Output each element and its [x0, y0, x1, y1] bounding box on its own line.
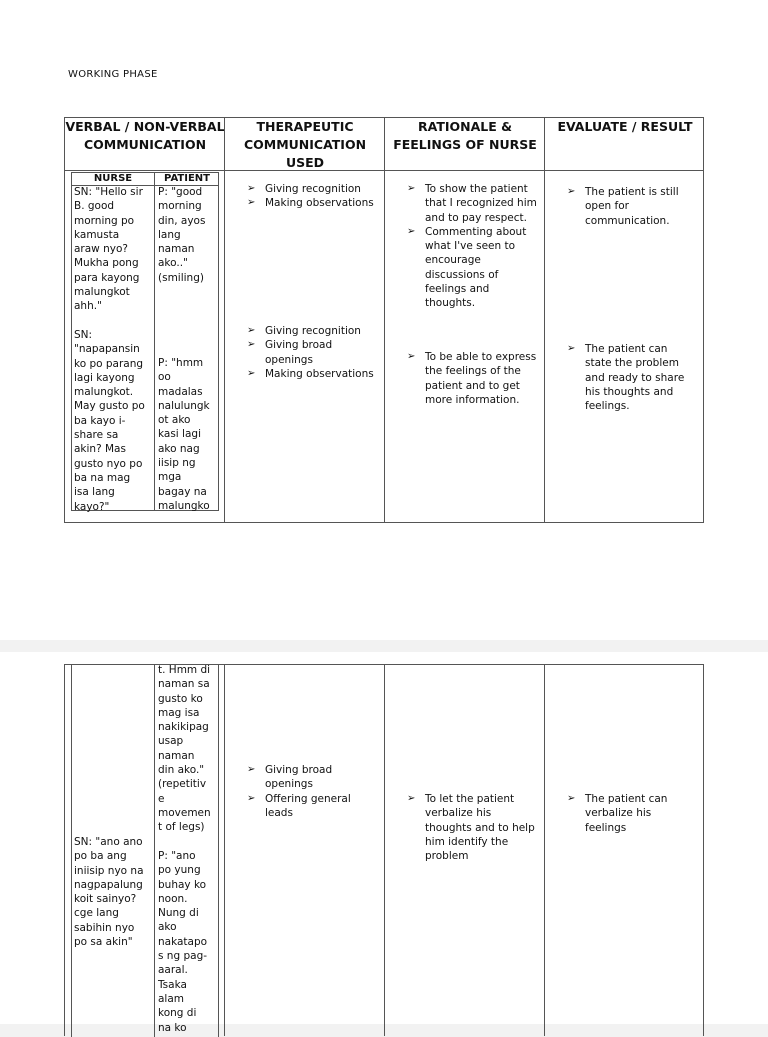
- communication-table-continued: [64, 664, 704, 1036]
- column-divider: [384, 665, 385, 1036]
- header-evaluate: EVALUATE / RESULT: [557, 119, 693, 134]
- communication-table: [64, 117, 704, 523]
- column-divider: [224, 118, 225, 522]
- bullet-item: ➢ Making observations: [247, 196, 382, 210]
- dialogue-divider: [154, 173, 155, 510]
- rationale-list-1: [407, 182, 537, 311]
- nurse-statement-1: SN: "Hello sir B. good morning po kamusta araw nyo? Mukha pong para kayong malungkot ahh.": [74, 186, 143, 313]
- header-technique: THERAPEUTIC COMMUNICATION USED: [243, 119, 367, 170]
- subheader-nurse: NURSE: [93, 173, 133, 184]
- subheader-patient: PATIENT: [164, 173, 210, 184]
- bullet-item: ➢ Giving recognition: [247, 182, 382, 196]
- nurse-statement-3: SN: "ano ano po ba ang iniisip nyo na nagpapalung koit sainyo? cge lang sabihin nyo po sa akin": [74, 836, 144, 949]
- patient-response-3: P: "ano po yung buhay ko noon. Nung di ako nakatapo s ng pag- aaral. Tsaka alam kong di na ko: [158, 850, 208, 1034]
- column-divider: [544, 665, 545, 1036]
- bullet-item: ➢ The patient is still open for communication.: [567, 185, 692, 228]
- header-rationale: RATIONALE & FEELINGS OF NURSE: [393, 119, 537, 152]
- evaluation-list-3: [567, 792, 695, 835]
- nurse-statement-2: SN: "napapansin ko po parang lagi kayong malungkot. May gusto po ba kayo i- share sa akin? Mas gusto nyo po ba na mag isa lang kayo?": [74, 329, 145, 513]
- patient-response-1: P: "good morning din, ayos lang naman ako.." (smiling): [158, 186, 206, 284]
- dialogue-table: [71, 172, 219, 511]
- bullet-item: ➢ The patient can verbalize his feelings: [567, 792, 695, 835]
- bullet-item: ➢ Giving broad openings: [247, 763, 382, 792]
- column-divider: [544, 118, 545, 522]
- evaluation-list-1: [567, 185, 692, 228]
- column-divider: [384, 118, 385, 522]
- bullet-item: ➢ To let the patient verbalize his thoughts and to help him identify the problem: [407, 792, 537, 863]
- bullet-item: ➢ Commenting about what I've seen to encourage discussions of feelings and thoughts.: [407, 225, 537, 311]
- dialogue-table-continued: [71, 665, 219, 1037]
- bullet-item: ➢ Offering general leads: [247, 792, 382, 821]
- rationale-list-2: [407, 350, 537, 407]
- technique-list-3: [247, 763, 382, 820]
- technique-list-1: [247, 182, 382, 211]
- patient-response-2-continued: t. Hmm di naman sa gusto ko mag isa nakikipag usap naman din ako." (repetitiv e movemen t of legs): [158, 664, 211, 834]
- section-title: WORKING PHASE: [68, 69, 158, 80]
- page-2: [0, 652, 768, 1034]
- header-verbal: VERBAL / NON-VERBAL COMMUNICATION: [65, 119, 225, 152]
- bullet-item: ➢ To show the patient that I recognized him and to pay respect.: [407, 182, 537, 225]
- technique-list-2: [247, 324, 382, 381]
- bullet-item: ➢ Making observations: [247, 367, 382, 381]
- bullet-item: ➢ Giving recognition: [247, 324, 382, 338]
- evaluation-list-2: [567, 342, 695, 413]
- dialogue-divider: [154, 665, 155, 1037]
- bullet-item: ➢ To be able to express the feelings of the patient and to get more information.: [407, 350, 537, 407]
- patient-response-2: P: "hmm oo madalas nalulungk ot ako kasi lagi ako nag iisip ng mga bagay na malungko: [158, 357, 210, 512]
- column-divider: [224, 665, 225, 1036]
- bullet-item: ➢ The patient can state the problem and ready to share his thoughts and feelings.: [567, 342, 695, 413]
- bullet-item: ➢ Giving broad openings: [247, 338, 382, 367]
- rationale-list-3: [407, 792, 537, 863]
